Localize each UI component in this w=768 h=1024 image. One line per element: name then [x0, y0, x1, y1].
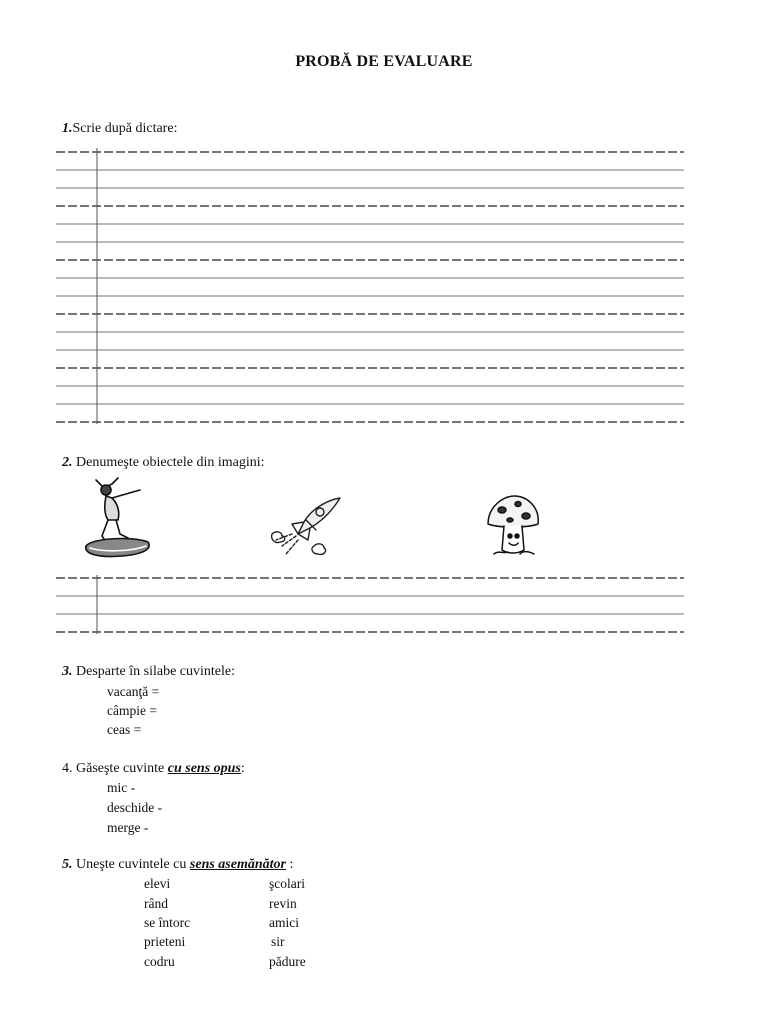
question-4-suffix: : [240, 761, 245, 776]
q5-left-word: se întorc [144, 915, 191, 930]
rocket-icon [268, 494, 348, 560]
q3-item: vacanţă = [107, 684, 160, 699]
question-5-emphasis: sens asemănător [189, 857, 286, 872]
q5-left-word: prieteni [144, 934, 186, 949]
question-2 [62, 455, 265, 471]
page-title: PROBĂ DE EVALUARE [295, 53, 473, 70]
q5-right-word: sir [271, 934, 285, 949]
question-1-text: Scrie după dictare: [72, 121, 178, 136]
q5-left-word: elevi [144, 876, 171, 891]
q5-right-word: amici [269, 915, 299, 930]
question-5 [62, 857, 293, 873]
q5-right-word: pădure [269, 954, 306, 969]
q5-left-word: rând [144, 896, 168, 911]
question-4 [62, 761, 245, 777]
question-5-number: 5. [62, 857, 73, 872]
q5-right-word: revin [269, 896, 297, 911]
question-4-emphasis: cu sens opus [167, 761, 241, 776]
q3-item: câmpie = [107, 703, 157, 718]
q4-item: merge - [107, 820, 149, 835]
question-1-number: 1. [62, 121, 73, 136]
question-2-number: 2. [62, 455, 73, 470]
question-5-prefix: Uneşte cuvintele cu [72, 857, 190, 872]
q4-item: mic - [107, 780, 136, 795]
girl-on-sled-icon [82, 476, 154, 562]
question-3 [62, 664, 235, 680]
mushroom-icon [484, 492, 542, 562]
question-2-text: Denumeşte obiectele din imagini: [72, 455, 265, 470]
question-5-suffix: : [285, 857, 294, 872]
q5-left-word: codru [144, 954, 175, 969]
question-3-number: 3. [62, 664, 73, 679]
question-3-text: Desparte în silabe cuvintele: [72, 664, 235, 679]
q3-item: ceas = [107, 722, 142, 737]
q4-item: deschide - [107, 800, 163, 815]
question-4-prefix: 4. Găseşte cuvinte [62, 761, 168, 776]
q5-right-word: şcolari [269, 876, 305, 891]
